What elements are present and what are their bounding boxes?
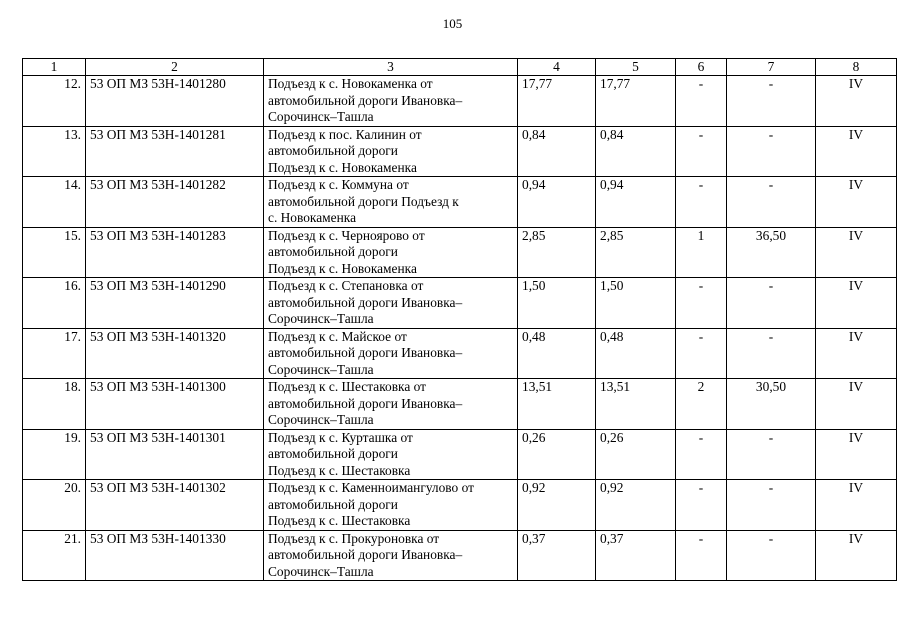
column-7-cell: 36,50 (727, 227, 816, 278)
road-name-line: Подъезд к с. Новокаменка (268, 260, 417, 276)
column-6-cell: - (676, 177, 727, 228)
column-6-cell: - (676, 278, 727, 329)
column-header: 2 (86, 59, 264, 76)
table-row (23, 177, 897, 228)
road-name-cell (264, 480, 518, 531)
column-6-cell: - (676, 429, 727, 480)
category-cell: IV (816, 530, 897, 581)
road-code-cell: 53 ОП МЗ 53Н-1401302 (86, 480, 264, 531)
road-name-line: Подъезд к с. Курташка от (268, 429, 413, 445)
table-row (23, 278, 897, 329)
category-cell: IV (816, 126, 897, 177)
road-name-line: Подъезд к с. Прокуроновка от (268, 530, 440, 546)
column-7-cell: - (727, 76, 816, 127)
road-name-line: Подъезд к с. Новокаменка от (268, 76, 433, 91)
road-name-line: автомобильной дороги (268, 446, 398, 461)
table-row (23, 328, 897, 379)
road-code-cell: 53 ОП МЗ 53Н-1401320 (86, 328, 264, 379)
road-name-line: Сорочинск–Ташла (268, 563, 374, 579)
road-name-line: автомобильной дороги (268, 244, 398, 259)
length-cell: 0,37 (518, 530, 596, 581)
road-code-cell: 53 ОП МЗ 53Н-1401300 (86, 379, 264, 430)
row-number-cell: 20. (23, 480, 86, 531)
column-6-cell: 1 (676, 227, 727, 278)
road-code-cell: 53 ОП МЗ 53Н-1401301 (86, 429, 264, 480)
length-cell-2: 0,48 (596, 328, 676, 379)
table-row (23, 227, 897, 278)
road-name-line: автомобильной дороги Ивановка– (268, 547, 463, 562)
length-cell: 1,50 (518, 278, 596, 329)
row-number-cell: 14. (23, 177, 86, 228)
road-name-line: автомобильной дороги Ивановка– (268, 92, 463, 108)
length-cell-2: 0,92 (596, 480, 676, 531)
column-6-cell: - (676, 530, 727, 581)
row-number-cell: 15. (23, 227, 86, 278)
column-6-cell: - (676, 328, 727, 379)
column-6-cell: 2 (676, 379, 727, 430)
road-name-cell (264, 126, 518, 177)
column-header: 5 (596, 59, 676, 76)
length-cell-2: 0,26 (596, 429, 676, 480)
road-name-cell (264, 429, 518, 480)
road-name-line: Подъезд к с. Шестаковка (268, 462, 411, 478)
row-number-cell: 18. (23, 379, 86, 430)
road-name-line: автомобильной дороги (268, 496, 398, 512)
road-code-cell: 53 ОП МЗ 53Н-1401330 (86, 530, 264, 581)
length-cell: 17,77 (518, 76, 596, 127)
length-cell: 0,48 (518, 328, 596, 379)
column-header: 4 (518, 59, 596, 76)
table-row (23, 379, 897, 430)
row-number-cell: 21. (23, 530, 86, 581)
column-7-cell: - (727, 429, 816, 480)
length-cell-2: 0,94 (596, 177, 676, 228)
table-row (23, 429, 897, 480)
road-name-line: Подъезд к пос. Калинин от (268, 126, 422, 142)
road-code-cell: 53 ОП МЗ 53Н-1401283 (86, 227, 264, 278)
length-cell: 13,51 (518, 379, 596, 430)
row-number-cell: 16. (23, 278, 86, 329)
category-cell: IV (816, 328, 897, 379)
road-code-cell: 53 ОП МЗ 53Н-1401280 (86, 76, 264, 127)
road-name-line: Подъезд к с. Каменноимангулово от (268, 480, 474, 495)
road-code-cell: 53 ОП МЗ 53Н-1401290 (86, 278, 264, 329)
road-name-line: Сорочинск–Ташла (268, 361, 374, 377)
category-cell: IV (816, 177, 897, 228)
road-name-line: Сорочинск–Ташла (268, 311, 374, 326)
column-6-cell: - (676, 126, 727, 177)
length-cell-2: 13,51 (596, 379, 676, 430)
column-7-cell: - (727, 480, 816, 531)
road-name-cell (264, 227, 518, 278)
road-name-line: автомобильной дороги Ивановка– (268, 345, 463, 360)
road-name-line: Подъезд к с. Степановка от (268, 278, 424, 293)
length-cell: 0,92 (518, 480, 596, 531)
category-cell: IV (816, 278, 897, 329)
road-name-line: автомобильной дороги (268, 143, 398, 158)
road-name-cell (264, 177, 518, 228)
column-6-cell: - (676, 76, 727, 127)
road-name-line: Подъезд к с. Шестаковка (268, 513, 411, 528)
page-number: 105 (442, 16, 463, 31)
road-name-line: Подъезд к с. Майское от (268, 328, 407, 344)
length-cell-2: 0,84 (596, 126, 676, 177)
category-cell: IV (816, 480, 897, 531)
row-number-cell: 17. (23, 328, 86, 379)
table-row (23, 480, 897, 531)
road-name-cell (264, 278, 518, 329)
road-name-cell (264, 328, 518, 379)
road-name-line: Подъезд к с. Новокаменка (268, 159, 417, 175)
length-cell-2: 17,77 (596, 76, 676, 127)
row-number-cell: 13. (23, 126, 86, 177)
length-cell: 0,26 (518, 429, 596, 480)
length-cell-2: 0,37 (596, 530, 676, 581)
column-header: 3 (264, 59, 518, 76)
category-cell: IV (816, 429, 897, 480)
row-number-cell: 12. (23, 76, 86, 127)
road-name-cell (264, 379, 518, 430)
length-cell-2: 1,50 (596, 278, 676, 329)
category-cell: IV (816, 76, 897, 127)
road-name-line: автомобильной дороги Подъезд к (268, 193, 459, 209)
column-header: 7 (727, 59, 816, 76)
column-6-cell: - (676, 480, 727, 531)
column-7-cell: - (727, 177, 816, 228)
length-cell: 0,84 (518, 126, 596, 177)
row-number-cell: 19. (23, 429, 86, 480)
length-cell: 0,94 (518, 177, 596, 228)
column-7-cell: - (727, 530, 816, 581)
column-header: 8 (816, 59, 897, 76)
table-body (23, 59, 897, 581)
road-name-line: с. Новокаменка (268, 210, 357, 225)
road-name-line: Подъезд к с. Коммуна от (268, 177, 409, 192)
category-cell: IV (816, 227, 897, 278)
table-row (23, 530, 897, 581)
road-name-line: Сорочинск–Ташла (268, 109, 374, 124)
column-7-cell: - (727, 126, 816, 177)
table-row (23, 126, 897, 177)
length-cell: 2,85 (518, 227, 596, 278)
road-name-line: Подъезд к с. Шестаковка от (268, 379, 427, 394)
table-row (23, 76, 897, 127)
column-number-row (23, 59, 897, 76)
road-name-cell (264, 530, 518, 581)
column-7-cell: 30,50 (727, 379, 816, 430)
column-7-cell: - (727, 328, 816, 379)
road-name-cell (264, 76, 518, 127)
category-cell: IV (816, 379, 897, 430)
road-name-line: Подъезд к с. Черноярово от (268, 227, 425, 243)
length-cell-2: 2,85 (596, 227, 676, 278)
roads-table (22, 58, 897, 581)
road-name-line: Сорочинск–Ташла (268, 412, 374, 427)
column-header: 1 (23, 59, 86, 76)
road-code-cell: 53 ОП МЗ 53Н-1401281 (86, 126, 264, 177)
column-header: 6 (676, 59, 727, 76)
road-name-line: автомобильной дороги Ивановка– (268, 395, 463, 411)
road-name-line: автомобильной дороги Ивановка– (268, 294, 463, 310)
column-7-cell: - (727, 278, 816, 329)
road-code-cell: 53 ОП МЗ 53Н-1401282 (86, 177, 264, 228)
